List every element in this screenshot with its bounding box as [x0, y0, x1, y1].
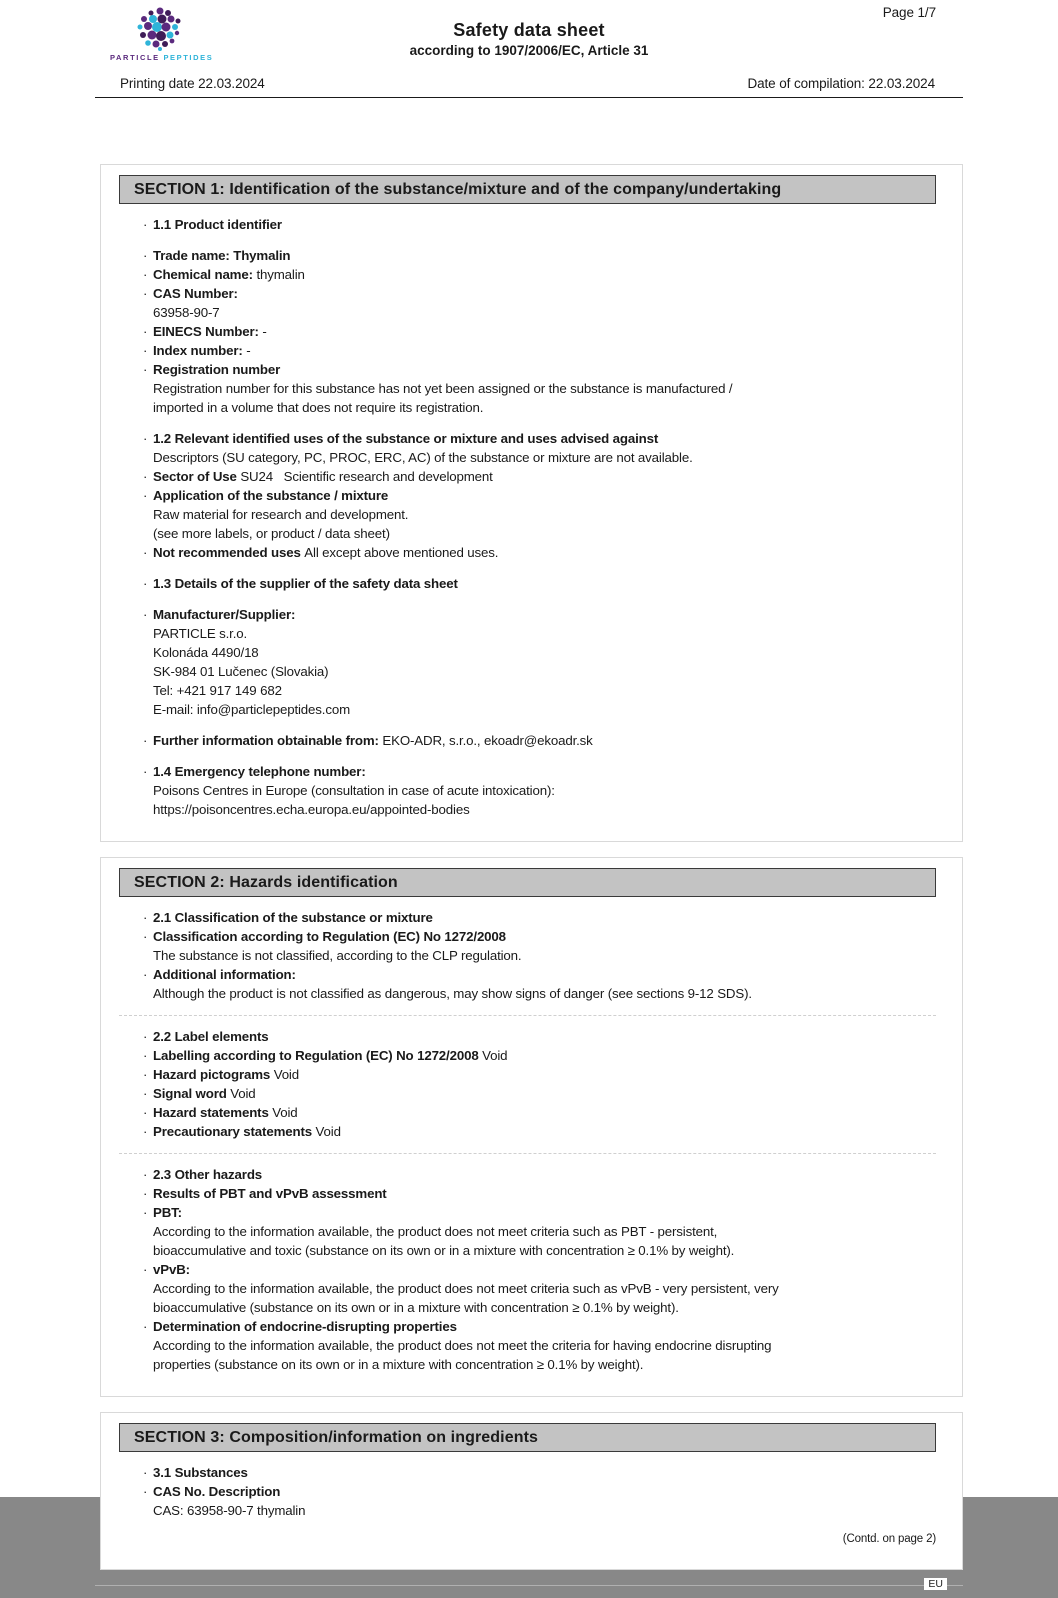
doc-line: 63958-90-7: [153, 305, 220, 320]
logo-word-peptides: PEPTIDES: [163, 53, 214, 62]
region-label: EU: [924, 1578, 947, 1590]
paragraph-group: [119, 605, 936, 719]
doc-line: bioaccumulative and toxic (substance on its own or in a mixture with concentration ≥ 0.1% by weight).: [153, 1243, 735, 1258]
doc-line: According to the information available, the product does not meet the criteria for having endocrine disrupting: [153, 1338, 772, 1353]
particle-peptides-logo: [110, 6, 214, 62]
section-2-header: SECTION 2: Hazards identification: [119, 868, 936, 897]
doc-line: https://poisoncentres.echa.europa.eu/appointed-bodies: [153, 802, 470, 817]
doc-line: SK-984 01 Lučenec (Slovakia): [153, 664, 329, 679]
doc-line: According to the information available, the product does not meet criteria such as PBT - persistent,: [153, 1224, 718, 1239]
doc-line: · EINECS Number: -: [143, 324, 267, 339]
doc-line: · Signal word Void: [143, 1086, 256, 1101]
paragraph-group: [119, 762, 936, 819]
bullet: ·: [143, 1048, 148, 1063]
doc-line: · Sector of Use SU24 Scientific research and development: [143, 469, 493, 484]
header-rule: [95, 97, 963, 98]
doc-line: · Results of PBT and vPvB assessment: [143, 1186, 387, 1201]
paragraph-group: [119, 429, 936, 562]
bullet: ·: [143, 431, 148, 446]
paragraph-group: [119, 731, 936, 750]
doc-line: E-mail: info@particlepeptides.com: [153, 702, 351, 717]
paragraph-group: [119, 908, 936, 1003]
dates-row: [120, 76, 935, 91]
doc-line: PARTICLE s.r.o.: [153, 626, 248, 641]
section-1-header: SECTION 1: Identification of the substance/mixture and of the company/undertaking: [119, 175, 936, 204]
bullet: ·: [143, 1124, 148, 1139]
doc-line: · CAS No. Description: [143, 1484, 281, 1499]
doc-line: · Application of the substance / mixture: [143, 488, 389, 503]
doc-line: · Index number: -: [143, 343, 251, 358]
doc-line: Tel: +421 917 149 682: [153, 683, 282, 698]
doc-line: · Labelling according to Regulation (EC) No 1272/2008 Void: [143, 1048, 508, 1063]
doc-line: · Hazard statements Void: [143, 1105, 298, 1120]
doc-line: The substance is not classified, according to the CLP regulation.: [153, 948, 522, 963]
section-2-box: [100, 857, 963, 1397]
doc-line: Descriptors (SU category, PC, PROC, ERC, AC) of the substance or mixture are not available.: [153, 450, 693, 465]
compilation-date: Date of compilation: 22.03.2024: [747, 76, 935, 91]
bullet: ·: [143, 607, 148, 622]
bullet: ·: [143, 1319, 148, 1334]
doc-line: · 2.3 Other hazards: [143, 1167, 263, 1182]
doc-line: · 2.2 Label elements: [143, 1029, 269, 1044]
bullet: ·: [143, 1029, 148, 1044]
bullet: ·: [143, 910, 148, 925]
page-indicator: Page 1/7: [882, 5, 936, 20]
bullet: ·: [143, 488, 148, 503]
bullet: ·: [143, 967, 148, 982]
doc-line: · Determination of endocrine-disrupting properties: [143, 1319, 457, 1334]
footer-rule: [95, 1578, 963, 1598]
bullet: ·: [143, 1205, 148, 1220]
paragraph-group: [119, 1015, 936, 1141]
bullet: ·: [143, 1067, 148, 1082]
bullet: ·: [143, 469, 148, 484]
section-1-box: [100, 164, 963, 842]
doc-line: (Contd. on page 2): [842, 1533, 936, 1545]
section-3-header: SECTION 3: Composition/information on ingredients: [119, 1423, 936, 1452]
bullet: ·: [143, 324, 148, 339]
logo-sphere-icon: [132, 6, 188, 52]
doc-line: · Chemical name: thymalin: [143, 267, 305, 282]
bullet: ·: [143, 362, 148, 377]
document-body: [0, 58, 1058, 1570]
bullet: ·: [143, 545, 148, 560]
bullet: ·: [143, 217, 148, 232]
section-3-box: [100, 1412, 963, 1570]
doc-line: · 1.2 Relevant identified uses of the substance or mixture and uses advised against: [143, 431, 659, 446]
logo-wordmark: [110, 53, 214, 62]
doc-line: · Classification according to Regulation (EC) No 1272/2008: [143, 929, 506, 944]
bullet: ·: [143, 733, 148, 748]
doc-line: · 2.1 Classification of the substance or mixture: [143, 910, 433, 925]
paragraph-group: [119, 1153, 936, 1374]
doc-line: (see more labels, or product / data sheet): [153, 526, 390, 541]
doc-line: · Hazard pictograms Void: [143, 1067, 299, 1082]
bullet: ·: [143, 267, 148, 282]
document-subtitle: according to 1907/2006/EC, Article 31: [409, 43, 649, 58]
doc-line: · Further information obtainable from: EKO-ADR, s.r.o., ekoadr@ekoadr.sk: [143, 733, 593, 748]
doc-line: · 3.1 Substances: [143, 1465, 248, 1480]
doc-line: · Trade name: Thymalin: [143, 248, 291, 263]
doc-line: Poisons Centres in Europe (consultation in case of acute intoxication):: [153, 783, 555, 798]
paragraph-group: [119, 246, 936, 417]
doc-line: · PBT:: [143, 1205, 182, 1220]
bullet: ·: [143, 248, 148, 263]
doc-line: bioaccumulative (substance on its own or in a mixture with concentration ≥ 0.1% by weight).: [153, 1300, 679, 1315]
bullet: ·: [143, 1167, 148, 1182]
doc-line: · Registration number: [143, 362, 281, 377]
doc-line: properties (substance on its own or in a mixture with concentration ≥ 0.1% by weight).: [153, 1357, 644, 1372]
bullet: ·: [143, 1186, 148, 1201]
paragraph-group: [119, 1463, 936, 1520]
doc-line: Raw material for research and development.: [153, 507, 409, 522]
bullet: ·: [143, 1465, 148, 1480]
document-title: Safety data sheet: [453, 20, 605, 40]
doc-line: Kolonáda 4490/18: [153, 645, 259, 660]
printing-date: Printing date 22.03.2024: [120, 76, 265, 91]
bullet: ·: [143, 286, 148, 301]
doc-line: · CAS Number:: [143, 286, 238, 301]
paragraph-group: [119, 215, 936, 234]
bullet: ·: [143, 343, 148, 358]
doc-line: · Manufacturer/Supplier:: [143, 607, 296, 622]
logo-word-particle: PARTICLE: [110, 53, 160, 62]
doc-line: imported in a volume that does not require its registration.: [153, 400, 484, 415]
bullet: ·: [143, 1484, 148, 1499]
bullet: ·: [143, 1086, 148, 1101]
doc-line: · 1.1 Product identifier: [143, 217, 282, 232]
doc-line: Registration number for this substance has not yet been assigned or the substance is manufactured /: [153, 381, 733, 396]
doc-line: · Not recommended uses All except above mentioned uses.: [143, 545, 499, 560]
bullet: ·: [143, 929, 148, 944]
bullet: ·: [143, 1262, 148, 1277]
paragraph-group: [119, 1532, 936, 1547]
bullet: ·: [143, 1105, 148, 1120]
bullet: ·: [143, 764, 148, 779]
doc-line: · 1.3 Details of the supplier of the safety data sheet: [143, 576, 458, 591]
doc-line: · Precautionary statements Void: [143, 1124, 341, 1139]
doc-line: According to the information available, the product does not meet criteria such as vPvB - very persistent, very: [153, 1281, 779, 1296]
doc-line: CAS: 63958-90-7 thymalin: [153, 1503, 306, 1518]
doc-line: Although the product is not classified as dangerous, may show signs of danger (see sections 9-12 SDS).: [153, 986, 752, 1001]
bullet: ·: [143, 576, 148, 591]
paragraph-group: [119, 574, 936, 593]
doc-line: · Additional information:: [143, 967, 296, 982]
doc-line: · vPvB:: [143, 1262, 190, 1277]
doc-line: · 1.4 Emergency telephone number:: [143, 764, 366, 779]
